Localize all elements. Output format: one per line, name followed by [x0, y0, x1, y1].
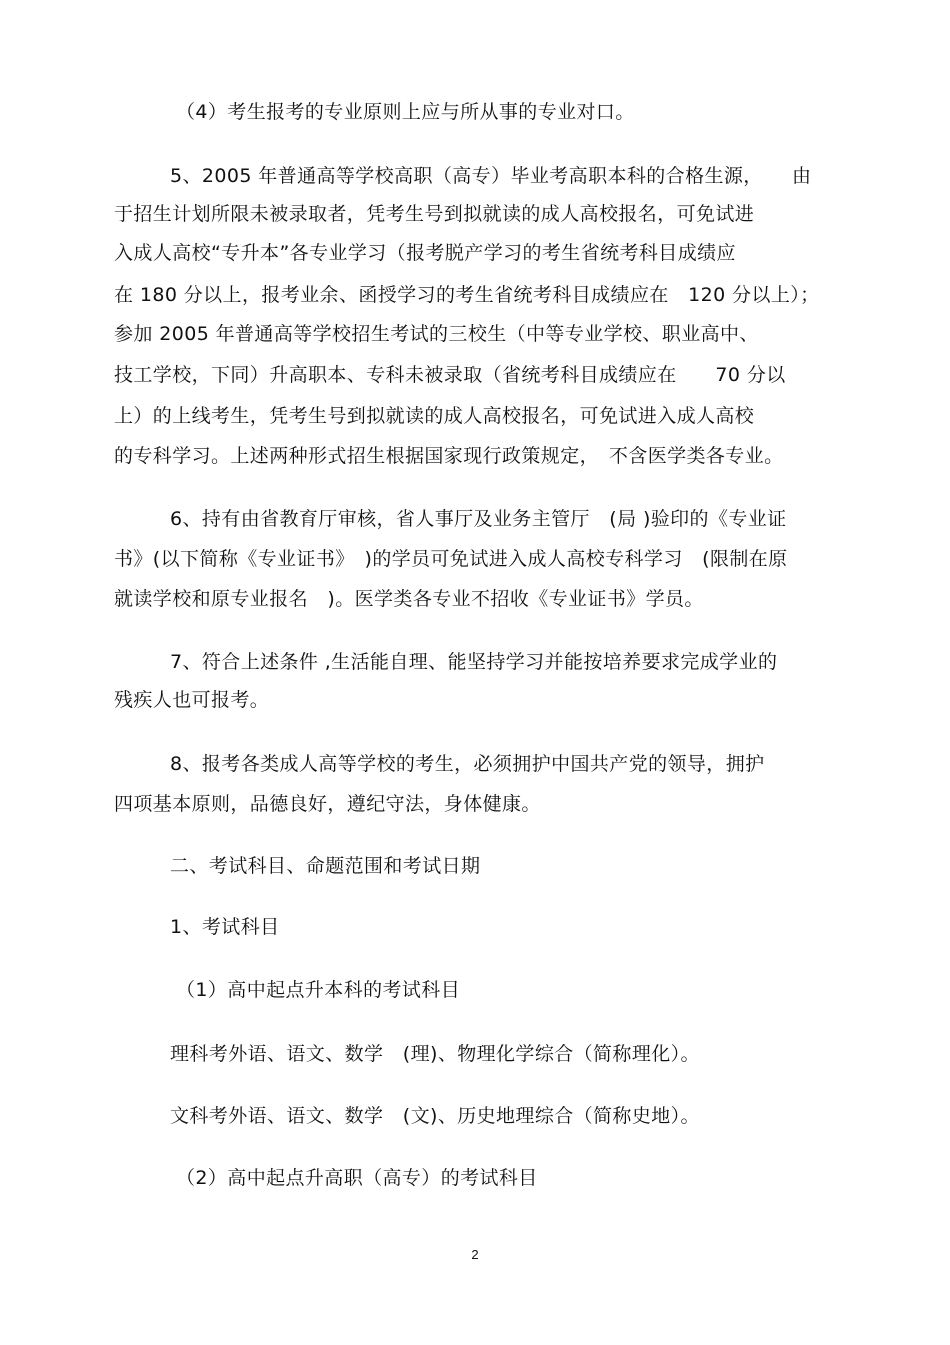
paragraph-line: 6、持有由省教育厅审核，省人事厅及业务主管厅 (局 )验印的《专业证 — [170, 508, 787, 530]
paragraph-line: 入成人高校“专升本”各专业学习（报考脱产学习的考生省统考科目成绩应 — [114, 242, 736, 264]
paragraph-line: 四项基本原则，品德良好，遵纪守法，身体健康。 — [114, 793, 541, 815]
paragraph-line: 的专科学习。上述两种形式招生根据国家现行政策规定， 不含医学类各专业。 — [114, 445, 784, 467]
paragraph-line: 在 180 分以上，报考业余、函授学习的考生省统考科目成绩应在 120 分以上）； — [114, 284, 820, 306]
subsection-heading: 1、考试科目 — [170, 916, 280, 938]
paragraph-line: （4）考生报考的专业原则上应与所从事的专业对口。 — [176, 101, 635, 123]
paragraph-line: 理科考外语、语文、数学 (理)、物理化学综合（简称理化）。 — [170, 1043, 700, 1065]
paragraph-line: 文科考外语、语文、数学 (文)、历史地理综合（简称史地）。 — [170, 1105, 700, 1127]
section-heading: 二、考试科目、命题范围和考试日期 — [170, 855, 481, 877]
paragraph-line: 残疾人也可报考。 — [114, 689, 270, 711]
page-number: 2 — [471, 1247, 479, 1262]
paragraph-line: 5、2005 年普通高等学校高职（高专）毕业考高职本科的合格生源， 由 — [170, 165, 812, 187]
paragraph-line: 技工学校，下同）升高职本、专科未被录取（省统考科目成绩应在 70 分以 — [114, 364, 786, 386]
paragraph-line: 参加 2005 年普通高等学校招生考试的三校生（中等专业学校、职业高中、 — [114, 323, 759, 345]
paragraph-line: （2）高中起点升高职（高专）的考试科目 — [176, 1167, 538, 1189]
paragraph-line: 上）的上线考生，凭考生号到拟就读的成人高校报名，可免试进入成人高校 — [114, 405, 755, 427]
paragraph-line: 7、符合上述条件 ,生活能自理、能坚持学习并能按培养要求完成学业的 — [170, 651, 778, 673]
paragraph-line: （1）高中起点升本科的考试科目 — [176, 979, 461, 1001]
paragraph-line: 于招生计划所限未被录取者，凭考生号到拟就读的成人高校报名，可免试进 — [114, 203, 755, 225]
paragraph-line: 就读学校和原专业报名 )。医学类各专业不招收《专业证书》学员。 — [114, 588, 704, 610]
paragraph-line: 书》(以下简称《专业证书》 )的学员可免试进入成人高校专科学习 (限制在原 — [114, 548, 788, 570]
paragraph-line: 8、报考各类成人高等学校的考生，必须拥护中国共产党的领导，拥护 — [170, 753, 765, 775]
